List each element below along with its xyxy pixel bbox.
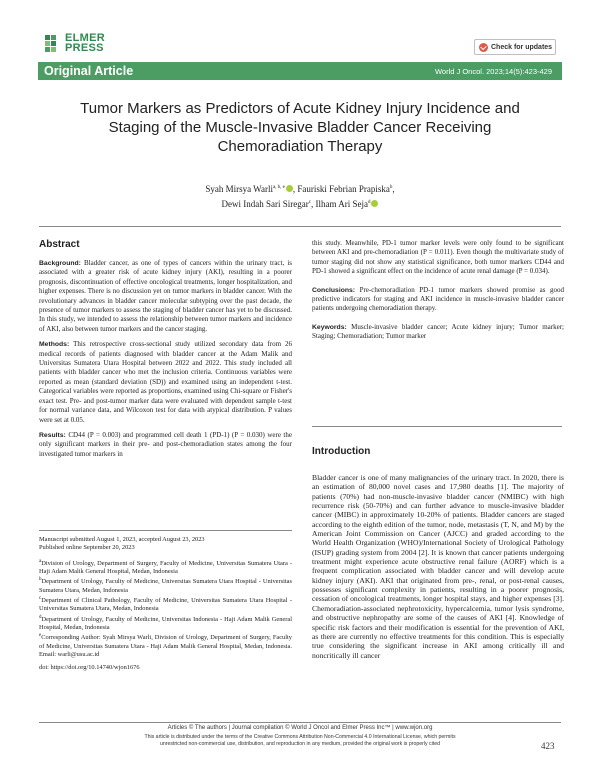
affiliation-text: Division of Urology, Department of Surgery, Faculty of Medicine, Universitas Sumatera Utara - Haji Adam Malik General Hospital, Medan, Indonesia (39, 559, 292, 576)
publisher-line-2: PRESS (65, 42, 104, 54)
affiliation-text: Department of Urology, Faculty of Medicine, Universitas Indonesia - Haji Adam Malik General Hospital, Medan, Indonesia (39, 615, 292, 632)
check-for-updates-label: Check for updates (491, 43, 553, 51)
right-column (312, 239, 564, 348)
conclusions-label: Conclusions: (312, 286, 356, 294)
background-text: Bladder cancer, as one of types of cancers within the urinary tract, is associated with a greater risk of acute kidney injury (AKI), resulting in a poorer prognosis, discontinuation of effective oncological treatments, longer hospitalization, and higher expenses. There is no discussion yet on tumor markers in bladder cancer. With the revolutionary advances in bladder cancer molecular subtyping over the past decade, the presence of tumor markers to assess the staging of bladder cancer has yet to be discussed. In this study, we intended to assess the relationship between tumor markers and incidence of AKI, also between tumor markers and the cancer staging. (39, 259, 292, 333)
affiliation-mark: d (39, 614, 42, 620)
article-meta (39, 536, 292, 673)
conclusions-text: Pre-chemoradiation PD-1 tumor markers showed promise as good predictive indicators for staging and AKI incidence in muscle-invasive bladder cancer patients undergoing chemoradiation therapy. (312, 285, 565, 313)
publisher-logo (44, 32, 105, 54)
affiliation-mark: b (39, 577, 42, 583)
submitted-date: Manuscript submitted August 1, 2023, accepted August 23, 2023 (39, 536, 205, 543)
orcid-icon[interactable] (371, 200, 378, 207)
affiliation (39, 558, 292, 577)
author-name: Ilham Ari Seja (315, 199, 368, 209)
background-label: Background: (39, 260, 81, 267)
page-number: 423 (541, 741, 555, 751)
doi-link[interactable]: doi: https://doi.org/10.14740/wjon1676 (39, 664, 140, 672)
publisher-name (65, 33, 105, 53)
abstract-background (39, 259, 292, 334)
keywords-text: Muscle-invasive bladder cancer; Acute kidney injury; Tumor marker; Staging; Chemoradiation; Tumor marker (312, 322, 565, 341)
abstract-methods (39, 340, 292, 425)
affiliation-text: Department of Clinical Pathology, Faculty of Medicine, Universitas Sumatera Utara Hospital - Universitas Sumatera Utara, Medan, Indonesia (39, 597, 292, 613)
keywords-label: Keywords: (312, 323, 347, 331)
article-type-bar (38, 62, 562, 80)
author-affiliation-mark: c (308, 200, 311, 205)
author (315, 199, 378, 209)
abstract-keywords (312, 323, 564, 342)
affiliation-text: Corresponding Author: Syah Mirsya Warli, Division of Urology, Department of Surgery, Faculty of Medicine, Universitas Sumatera Utara - Haji Adam Malik General Hospital, Medan, Indonesia. Email: warli@usu.ac.id (39, 634, 292, 659)
footer (40, 725, 560, 748)
results-label: Results: (39, 431, 66, 439)
affiliation-text: Department of Urology, Faculty of Medicine, Universitas Sumatera Utara Hospital - Universitas Sumatera Utara, Medan, Indonesia (39, 578, 292, 594)
affiliation-mark: a (39, 558, 42, 564)
author-separator: , (292, 184, 298, 194)
orcid-icon[interactable] (286, 185, 293, 192)
footer-license-1: This article is distributed under the terms of the Creative Commons Attribution Non-Commercial 4.0 International License, which permits (144, 734, 456, 740)
author-name: Syah Mirsya Warli (205, 184, 273, 194)
affiliations (39, 558, 292, 660)
author-name: Dewi Indah Sari Siregar (221, 199, 309, 209)
affiliation-mark: c (39, 596, 42, 602)
journal-citation: World J Oncol. 2023;14(5):423-429 (434, 66, 552, 76)
results-text: CD44 (P = 0.003) and programmed cell death 1 (PD-1) (P = 0.030) were the only significant markers in their pre- and post-chemoradiation states among the four investigated tumor markers in (39, 430, 292, 458)
introduction-heading: Introduction (312, 446, 371, 457)
author (297, 184, 394, 194)
published-date: Published online September 20, 2023 (39, 544, 135, 552)
affiliation (39, 595, 292, 614)
author-affiliation-mark: a, b, e (272, 185, 285, 190)
author-affiliation-mark: d (367, 200, 371, 205)
abstract-conclusions (312, 286, 564, 314)
elmer-logo-icon (44, 32, 62, 54)
author-list (90, 181, 510, 211)
divider (39, 226, 561, 227)
introduction-text: Bladder cancer is one of many malignancies of the urinary tract. In 2020, there is an estimation of 80,000 novel cases and 17,980 deaths [1]. The majority of patients (70%) had non-muscle-invasive bladder cancer (NMIBC) with high recurrence risk (50-70%) and can further advance to muscle-invasive bladder cancer (MIBC) in approximately 10-20% of patients. Bladder cancers are staged according to the eighth edition of the tumor, node, metastasis (T, N, and M) by the American Joint Commission on Cancer (AJCC) and graded according to the World Health Organization (WHO)/International Society of Urological Pathology (ISUP) grading system from 2004 [2]. It is known that cancer patients undergoing treatment might experience acute obstructive renal failure (AORF) which is a frequent complication associated with bladder cancer and will develop acute kidney injury (AKI). AKI that originated from pre-, renal, or post-renal causes, possesses significant complexity in patients, resulting in a poorer prognosis, cessation of oncological treatments, longer hospital stays, and higher expenses [3]. Chemoradiation-associated nephrotoxicity, hypercalcemia, tumor lysis syndrome, and obstructive nephropathy are some of the causes of AKI [4]. Knowledge of specific risk factors and their modification is essential for the prevention of AKI, as there are currently no effective treatments for this condition. This is especially true considering the significant increase in AKI among critically ill and noncritically ill cancer (312, 473, 564, 660)
left-column (39, 239, 292, 465)
publisher-line-1: ELMER (65, 32, 105, 44)
author-separator: , (310, 199, 316, 209)
affiliation (39, 614, 292, 633)
methods-label: Methods: (39, 341, 70, 349)
article-type: Original Article (44, 64, 134, 78)
check-update-icon (479, 43, 488, 52)
author (222, 199, 316, 209)
divider (39, 722, 561, 723)
author-name: Fauriski Febrian Prapiska (297, 184, 390, 194)
author (205, 184, 297, 194)
article-title: Tumor Markers as Predictors of Acute Kidney Injury Incidence and Staging of the Muscle-Invasive Bladder Cancer Receiving Chemoradiation Therapy (80, 100, 520, 155)
abstract-heading: Abstract (39, 239, 80, 250)
check-for-updates-button[interactable] (474, 39, 556, 55)
footer-license-2: unrestricted non-commercial use, distribution, and reproduction in any medium, provided the original work is properly cited (160, 741, 440, 747)
affiliation-mark: e (39, 633, 42, 639)
abstract-results-cont: this study. Meanwhile, PD-1 tumor marker levels were only found to be significant between AKI and pre-chemoradiation (P = 0.011). Even though the multivariate study of tumor staging did not show any statistical significance, both tumor markers CD44 and PD-1 showed a significant effect on the incidence of acute renal damage (P = 0.034). (312, 239, 564, 276)
abstract-results (39, 431, 292, 459)
author-affiliation-mark: b (389, 185, 393, 190)
affiliation (39, 632, 292, 659)
footer-copyright: Articles © The authors | Journal compilation © World J Oncol and Elmer Press Inc™ | www.wjon.org (167, 725, 433, 731)
methods-text: This retrospective cross-sectional study utilized secondary data from 26 medical records of patients diagnosed with bladder cancer at the Adam Malik and Universitas Sumatera Utara Hospital between 2022 and 2022. This study included all patients with bladder cancer who met the inclusion criteria. Continuous variables were reported as mean (standard deviation (SD)) and examined using an independent t-test. Categorical variables were reported as proportions, examined using Chi-square or Fisher's exact test. Pre- and post-tumor marker data were evaluated with dependent sample t-test for normal variance data, and Wilcoxon test for data with atypical distribution. P values were set at 0.05. (39, 340, 293, 424)
divider (312, 426, 562, 427)
affiliation (39, 576, 292, 595)
author-separator: , (392, 184, 395, 194)
manuscript-dates (39, 536, 292, 553)
divider (39, 530, 292, 531)
